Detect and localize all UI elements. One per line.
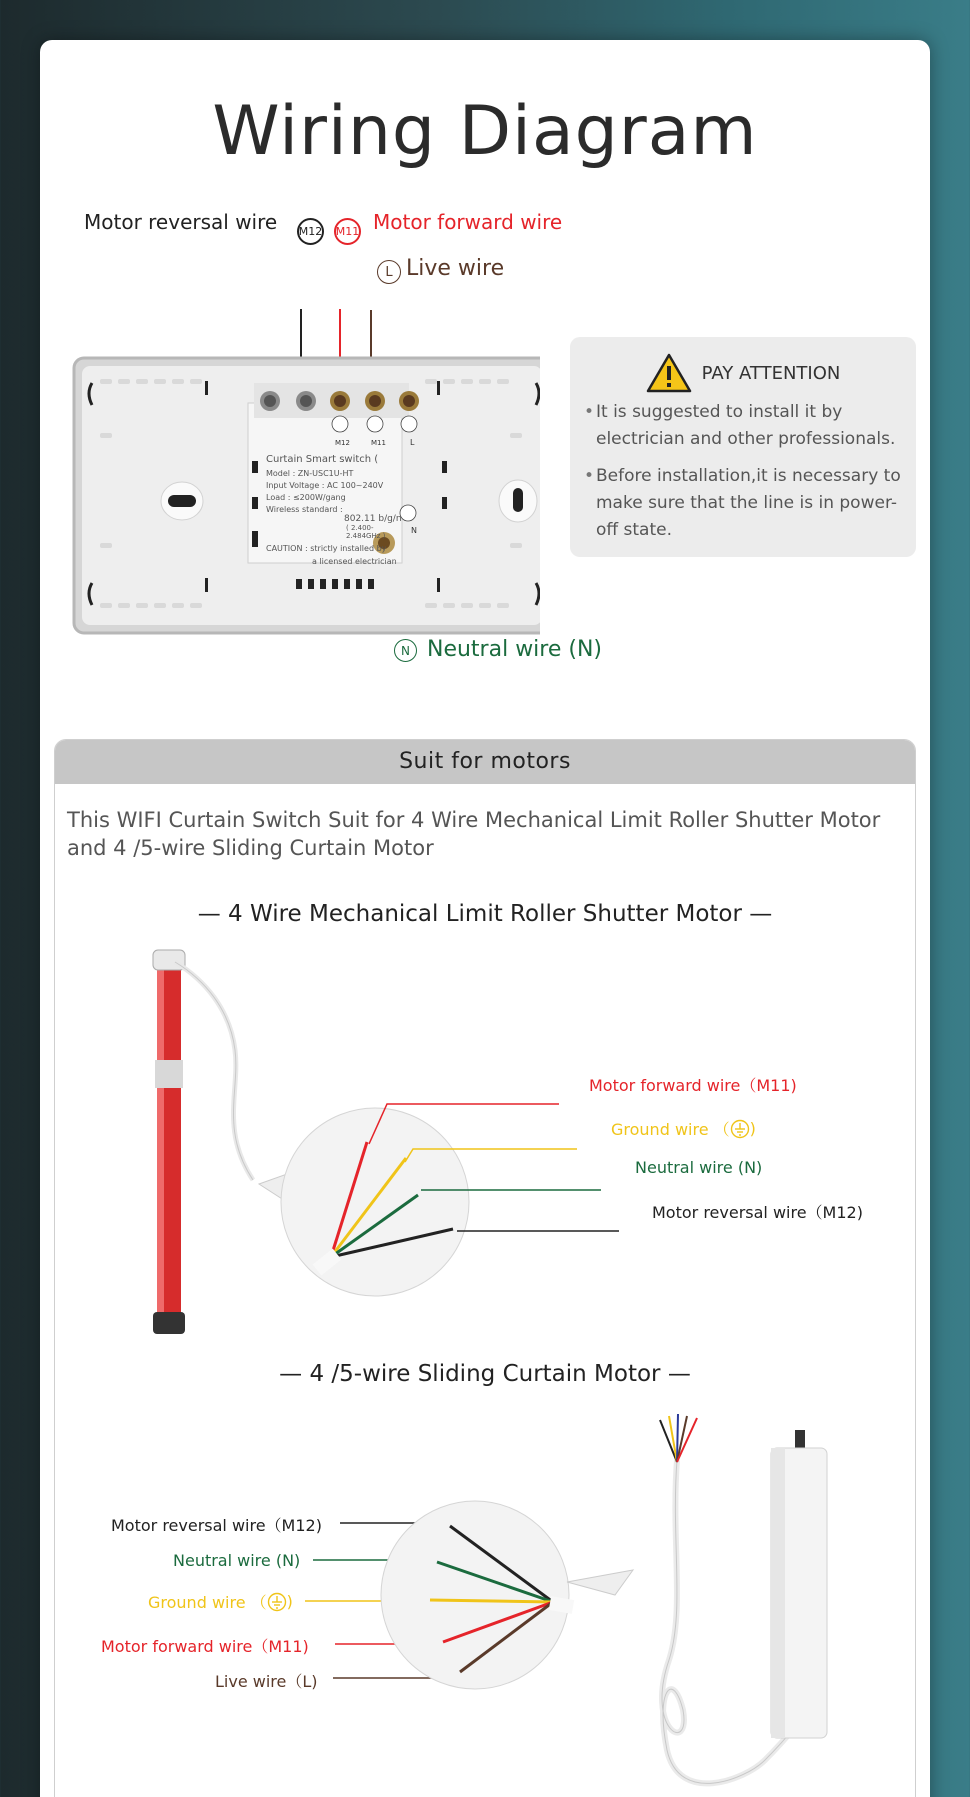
terminal-label-m12: M12 — [335, 439, 350, 447]
forward-wire-label: Motor forward wire — [373, 210, 563, 234]
sliding-live-label: Live wire（L) — [215, 1672, 318, 1691]
attention-list — [584, 399, 902, 544]
neutral-tag: N — [394, 639, 417, 662]
sliding-ground-label: Ground wire （ ) — [148, 1592, 293, 1612]
roller-motor-illustration — [135, 940, 915, 1350]
roller-neutral-label: Neutral wire (N) — [635, 1158, 763, 1177]
terminal-label-m11: M11 — [371, 439, 386, 447]
roller-motor-title: — 4 Wire Mechanical Limit Roller Shutter Motor — — [197, 901, 773, 927]
roller-reversal-label: Motor reversal wire（M12) — [652, 1203, 863, 1222]
sliding-reversal-label: Motor reversal wire（M12) — [111, 1516, 322, 1535]
m11-tag: M11 — [334, 218, 361, 245]
suit-description: This WIFI Curtain Switch Suit for 4 Wire Mechanical Limit Roller Shutter Motor and 4 /5-wire Sliding Curtain Motor — [67, 808, 881, 860]
ground-icon — [730, 1119, 750, 1139]
terminal-label-n: N — [411, 526, 417, 535]
suit-header: Suit for motors — [55, 740, 915, 784]
attention-item: • Before installation,it is necessary to make sure that the line is in power-off state. — [584, 463, 902, 544]
page-title: Wiring Diagram — [212, 92, 758, 171]
sliding-motor-title: — 4 /5-wire Sliding Curtain Motor — — [279, 1361, 691, 1387]
sliding-forward-label: Motor forward wire（M11) — [101, 1637, 309, 1656]
sliding-neutral-label: Neutral wire (N) — [173, 1551, 301, 1570]
roller-forward-label: Motor forward wire（M11) — [589, 1076, 797, 1095]
attention-header — [584, 353, 902, 393]
live-tag: L — [377, 260, 401, 284]
device-label: Curtain Smart switch ( Model : ZN-USC1U-HT Input Voltage : AC 100~240V Load : ≤200W/gang Wireless standard : 802.11 b/g/n ( 2.400-2.484GHz ) CAUTION : strictly installed by a licensed electrician — [266, 454, 402, 566]
attention-title: PAY ATTENTION — [701, 362, 841, 384]
suit-section — [54, 739, 916, 1797]
attention-panel — [570, 337, 916, 557]
reversal-wire-label: Motor reversal wire — [84, 210, 278, 234]
neutral-wire-label: Neutral wire (N) — [427, 637, 603, 662]
live-wire-label: Live wire — [406, 256, 505, 281]
warning-icon — [646, 353, 692, 393]
m12-tag: M12 — [297, 218, 324, 245]
roller-ground-label: Ground wire （ ) — [611, 1119, 756, 1139]
content-card — [40, 40, 930, 1797]
ground-icon — [267, 1592, 287, 1612]
attention-item: • It is suggested to install it by electrician and other professionals. — [584, 399, 902, 453]
terminal-label-l: L — [410, 438, 415, 447]
